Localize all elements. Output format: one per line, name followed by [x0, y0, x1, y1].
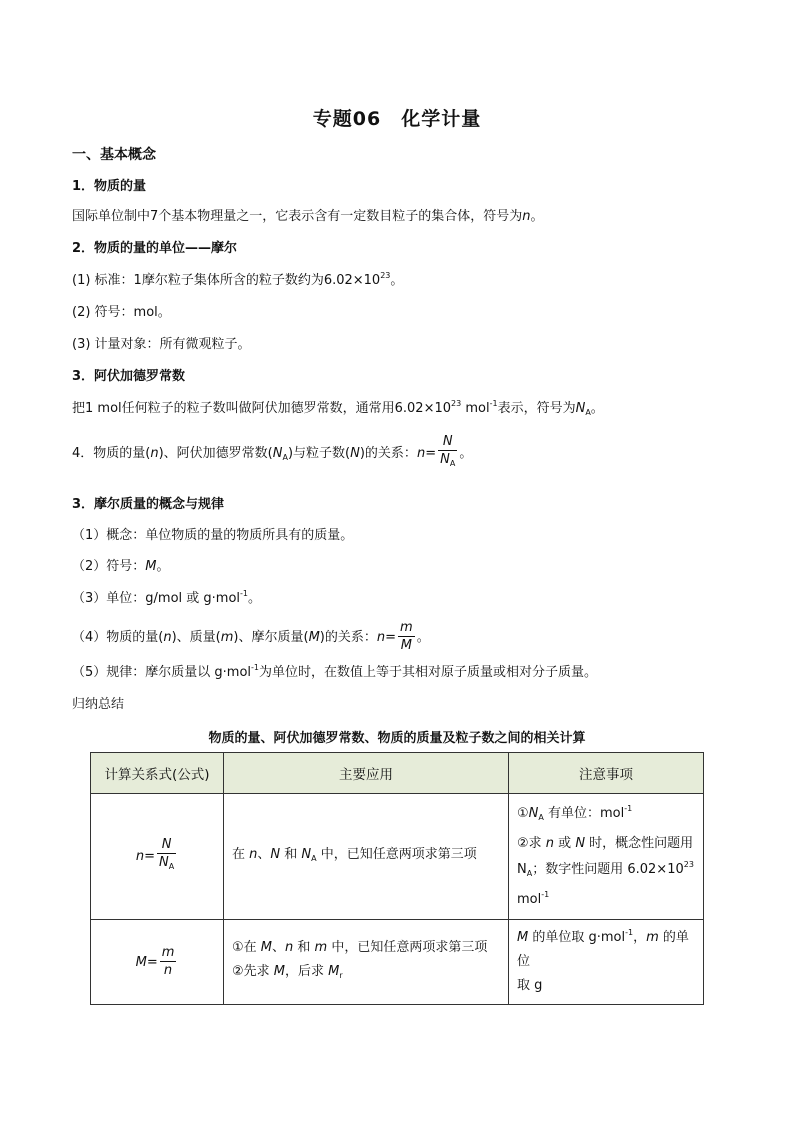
notes-cell: [509, 920, 704, 1005]
text: ②求: [517, 835, 546, 851]
symbol-n: n: [545, 835, 555, 851]
text: )与粒子数(: [287, 446, 351, 461]
text: ；数字性问题用 6.02×10: [532, 861, 684, 877]
calculation-table: [90, 752, 704, 1005]
numerator: N: [438, 434, 457, 451]
symbol-n: n: [249, 846, 258, 862]
text: )、摩尔质量(: [233, 630, 309, 645]
application-cell: [224, 920, 509, 1005]
list-item-symbol: (2) 符号：mol。: [72, 305, 171, 320]
heading-molar-mass: 3．摩尔质量的概念与规律: [72, 497, 225, 512]
heading-mole-unit: 2．物质的量的单位——摩尔: [72, 241, 238, 256]
text: 在: [232, 846, 250, 862]
subscript: A: [168, 862, 175, 871]
symbol-N: N: [440, 452, 450, 467]
text: 。: [530, 209, 544, 224]
subscript: A: [526, 868, 533, 878]
subscript: A: [282, 453, 288, 462]
subscript: A: [585, 408, 591, 417]
symbol-N: N: [272, 446, 283, 461]
text: 。: [590, 401, 604, 416]
text: 的单位: [517, 930, 689, 969]
column-header-notes: 注意事项: [509, 753, 704, 794]
symbol-N: N: [158, 855, 169, 870]
text: 中，已知任意两项求第三项: [327, 940, 488, 955]
formula-cell: [91, 920, 224, 1005]
paragraph-relation-n-NA-N: [72, 434, 472, 473]
text: mol: [461, 401, 490, 416]
text: 把1 mol任何粒子的粒子数叫做阿伏加德罗常数，通常用6.02×10: [72, 401, 452, 416]
symbol-m: m: [646, 930, 659, 945]
note-line: [517, 831, 695, 857]
table-header-row: [91, 753, 704, 794]
symbol-M: M: [260, 940, 273, 955]
app-line: [232, 936, 500, 960]
text: 和: [293, 940, 315, 955]
text: （2）符号：: [72, 559, 146, 574]
formula-equals: =: [385, 630, 397, 645]
section-heading-basic-concepts: 一、基本概念: [72, 147, 156, 163]
list-item-rule: [72, 664, 597, 682]
note-line: 取 g: [517, 978, 543, 993]
note-line: [517, 926, 695, 974]
text: 或: [554, 835, 576, 851]
symbol-N: N: [517, 861, 527, 877]
formula-lhs: n: [135, 849, 145, 864]
symbol-M: M: [308, 630, 320, 645]
symbol-M: M: [145, 559, 157, 574]
formula-lhs: n: [376, 630, 386, 645]
denominator: M: [400, 638, 412, 653]
symbol-N: N: [528, 805, 539, 821]
heading-amount-of-substance: 1．物质的量: [72, 179, 147, 194]
exponent: 23: [380, 271, 391, 280]
denominator: [438, 451, 457, 473]
page-title: 专题06 化学计量: [312, 108, 482, 130]
fraction: [157, 837, 176, 876]
numerator: m: [400, 620, 413, 635]
text: 、: [257, 846, 271, 862]
text: 时，概念性问题用: [585, 835, 694, 851]
text: 有单位：mol: [543, 805, 625, 821]
text: 国际单位制中7个基本物理量之一，它表示含有一定数目粒子的集合体，符号为: [72, 209, 523, 224]
text: (1) 标准：1摩尔粒子集体所含的粒子数约为6.02×10: [72, 273, 381, 288]
list-item-relation-n-m-M: [72, 620, 430, 655]
fraction: [438, 434, 457, 473]
paragraph-amount-of-substance: [72, 208, 544, 226]
text: ，: [633, 930, 647, 945]
fraction: [160, 945, 177, 980]
symbol-n: n: [150, 446, 159, 461]
text: )的关系：: [359, 446, 417, 461]
column-header-formula: 计算关系式(公式): [91, 753, 224, 794]
formula-equals: =: [425, 446, 437, 461]
fraction: [398, 620, 415, 655]
symbol-M: M: [517, 930, 529, 945]
numerator: m: [161, 944, 175, 960]
text: 。: [390, 273, 404, 288]
symbol-N: N: [575, 835, 586, 851]
table-row: [91, 920, 704, 1005]
text: （5）规律：摩尔质量以 g·mol: [72, 665, 252, 680]
formula-cell: [91, 794, 224, 920]
notes-cell: [509, 794, 704, 920]
text: ②先求: [232, 964, 274, 979]
symbol-N: N: [350, 446, 360, 461]
text: ，后求: [285, 964, 329, 979]
text: 、: [272, 940, 286, 955]
numerator: N: [157, 837, 176, 854]
list-item-concept: （1）概念：单位物质的量的物质所具有的质量。: [72, 528, 354, 543]
subscript: A: [311, 853, 317, 863]
symbol-n: n: [522, 209, 531, 224]
text: （3）单位：g/mol 或 g·mol: [72, 591, 241, 606]
text: 和: [280, 846, 302, 862]
text: 表示，符号为: [497, 401, 576, 416]
symbol-M: M: [273, 964, 286, 979]
exponent: -1: [251, 663, 260, 672]
exponent: 23: [683, 859, 694, 869]
text: 中，已知任意两项求第三项: [316, 846, 477, 862]
text: ①: [517, 805, 529, 821]
summary-label: 归纳总结: [72, 697, 125, 712]
list-item-objects: (3) 计量对象：所有微观粒子。: [72, 337, 251, 352]
text: 的单位取 g·mol: [528, 930, 626, 945]
text: )的关系：: [319, 630, 377, 645]
formula-lhs: n: [416, 446, 426, 461]
text: ①在: [232, 940, 261, 955]
list-item-unit: [72, 590, 261, 608]
heading-avogadro-constant: 3．阿伏加德罗常数: [72, 369, 186, 384]
exponent: -1: [240, 589, 248, 598]
formula-lhs: M: [135, 954, 147, 970]
app-line: [232, 960, 500, 988]
list-item-symbol-M: [72, 558, 170, 576]
note-line: [517, 801, 695, 831]
exponent: -1: [624, 803, 633, 813]
symbol-M: M: [328, 964, 340, 979]
application-cell: [224, 794, 509, 920]
symbol-n: n: [163, 630, 172, 645]
text: )、质量(: [171, 630, 221, 645]
text: 4．物质的量(: [72, 446, 151, 461]
symbol-n: n: [285, 940, 294, 955]
symbol-N: N: [270, 846, 281, 862]
text: （4）物质的量(: [72, 630, 164, 645]
table-caption: 物质的量、阿伏加德罗常数、物质的质量及粒子数之间的相关计算: [208, 731, 586, 746]
note-line: [517, 857, 695, 887]
exponent: -1: [489, 399, 498, 408]
text: 为单位时，在数值上等于其相对原子质量或相对分子质量。: [259, 665, 598, 680]
denominator: n: [163, 962, 173, 978]
exponent: 23: [451, 399, 462, 408]
symbol-N: N: [575, 401, 586, 416]
symbol-N: N: [301, 846, 312, 862]
subscript: A: [449, 459, 456, 468]
exponent: -1: [541, 889, 550, 899]
formula-equals: =: [144, 849, 155, 864]
formula-equals: =: [146, 954, 158, 970]
text: 。: [459, 446, 473, 461]
table-row: [91, 794, 704, 920]
column-header-application: 主要应用: [224, 753, 509, 794]
subscript: r: [339, 971, 343, 980]
text: mol: [517, 891, 542, 907]
note-line: [517, 887, 695, 913]
list-item-standard: [72, 272, 403, 290]
subscript: A: [538, 812, 544, 822]
denominator: [157, 854, 176, 876]
paragraph-avogadro-constant: [72, 400, 604, 422]
text: 。: [156, 559, 170, 574]
text: )、阿伏加德罗常数(: [158, 446, 273, 461]
text: 。: [248, 591, 262, 606]
symbol-m: m: [220, 630, 234, 645]
text: 。: [416, 630, 430, 645]
exponent: -1: [625, 928, 634, 937]
symbol-m: m: [314, 940, 328, 955]
